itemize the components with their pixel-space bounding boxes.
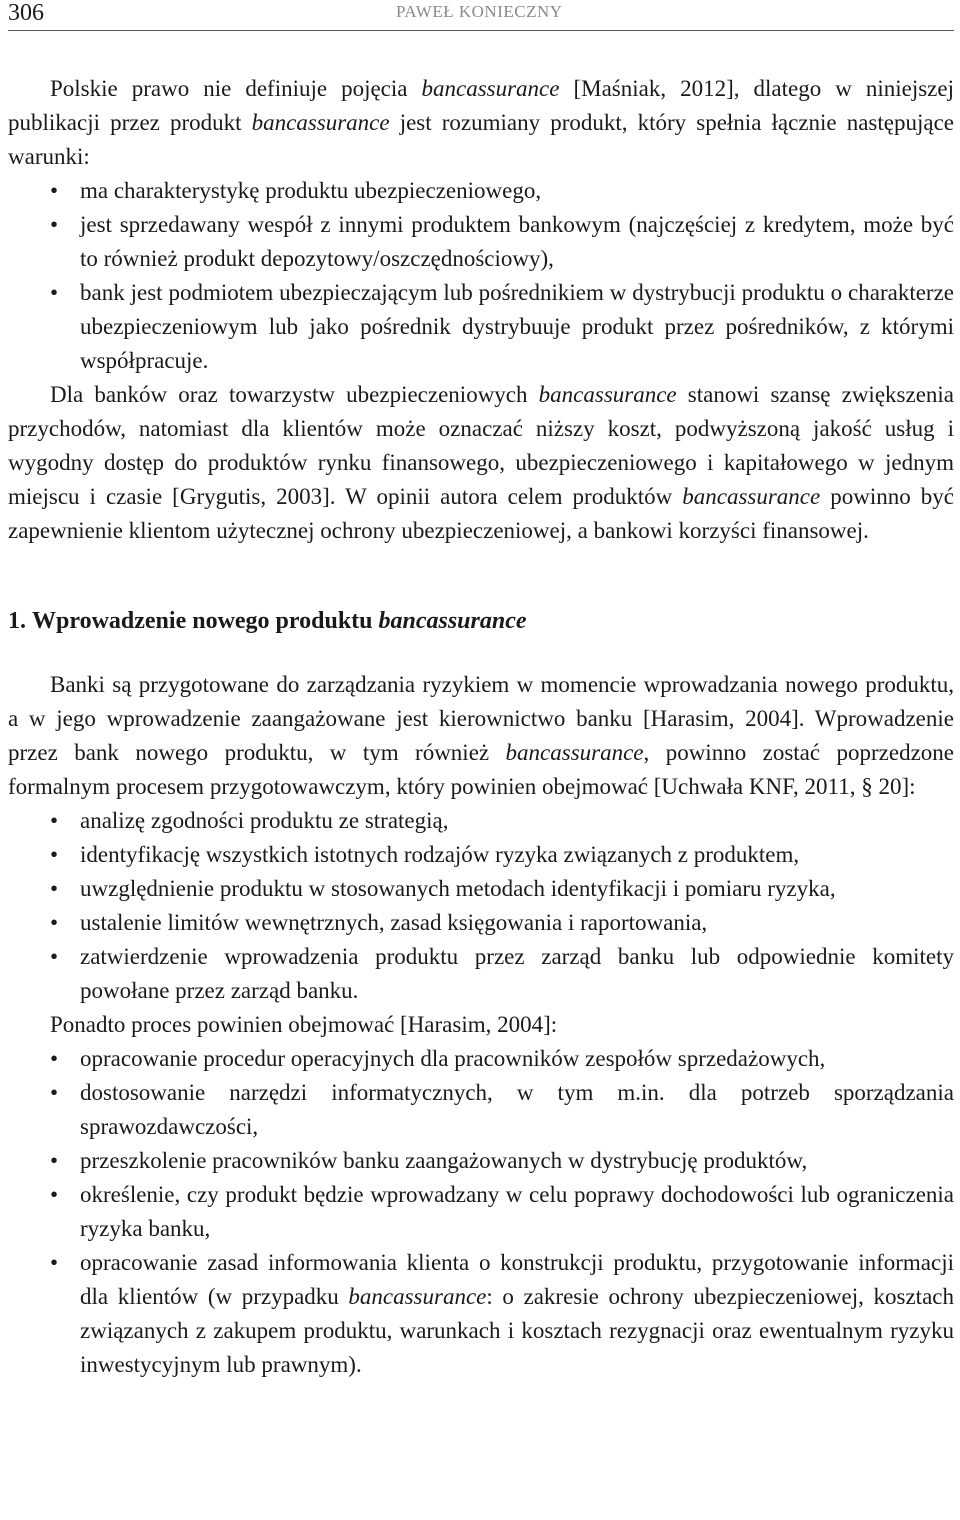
- term-italic: bancassurance: [421, 76, 560, 101]
- page-header: [8, 0, 954, 30]
- list-item-text: ma charakterystykę produktu ubezpieczeniowego,: [80, 178, 542, 203]
- list-item: [8, 1144, 954, 1178]
- bullet-icon: •: [50, 178, 59, 203]
- bullet-icon: •: [50, 910, 59, 935]
- list-item-text: bank jest podmiotem ubezpieczającym lub pośrednikiem w dystrybucji produktu o charakterze ubezpieczeniowym lub jako pośrednik dystrybuuje produkt przez pośredników, z którymi współpracuje.: [80, 280, 954, 373]
- text-run: [Maśniak, 2012], dlatego w niniejszej publikacji przez produkt: [8, 76, 954, 135]
- bullet-icon: •: [50, 808, 59, 833]
- additional-paragraph: [8, 1008, 954, 1042]
- list-item-text: zatwierdzenie wprowadzenia produktu przez zarząd banku lub odpowiednie komitety powołane przez zarząd banku.: [80, 944, 954, 1003]
- list-item: [8, 276, 954, 378]
- list-item: [8, 838, 954, 872]
- term-italic: bancassurance: [505, 740, 644, 765]
- bullet-icon: •: [50, 876, 59, 901]
- list-item-text: opracowanie procedur operacyjnych dla pracowników zespołów sprzedażowych,: [80, 1046, 826, 1071]
- list-item: [8, 1246, 954, 1382]
- list-item-text: jest sprzedawany wespół z innymi produktem bankowym (najczęściej z kredytem, może być to również produkt depozytowy/oszczędnościowy),: [80, 212, 954, 271]
- section-title-text: Wprowadzenie nowego produktu: [32, 608, 379, 634]
- term-italic: bancassurance: [378, 608, 527, 634]
- list-item: [8, 208, 954, 276]
- list-item: [8, 906, 954, 940]
- conditions-list: [8, 174, 954, 378]
- list-item: [8, 174, 954, 208]
- text-run: opracowanie zasad informowania klienta o konstrukcji produktu, przygotowanie informacji dla klientów (w przypadku: [80, 1250, 954, 1309]
- text-run: powinno być zapewnienie klientom użytecznej ochrony ubezpieczeniowej, a bankowi korzyści finansowej.: [8, 484, 954, 543]
- text-run: Banki są przygotowane do zarządzania ryzykiem w momencie wprowadzania nowego produktu, a w jego wprowadzenie zaangażowane jest kierownictwo banku [Harasim, 2004]. Wprowadzenie przez bank nowego produktu, w tym również: [8, 672, 954, 765]
- list-item: [8, 940, 954, 1008]
- text-run: Polskie prawo nie definiuje pojęcia: [50, 76, 422, 101]
- additional-list: [8, 1042, 954, 1382]
- bullet-icon: •: [50, 1080, 59, 1105]
- text-run: jest rozumiany produkt, który spełnia łącznie następujące warunki:: [8, 110, 955, 169]
- text-run: Ponadto proces powinien obejmować [Harasim, 2004]:: [50, 1012, 558, 1037]
- list-item: [8, 1178, 954, 1246]
- list-item: [8, 804, 954, 838]
- term-italic: bancassurance: [538, 382, 677, 407]
- term-italic: bancassurance: [251, 110, 390, 135]
- list-item-text: dostosowanie narzędzi informatycznych, w tym m.in. dla potrzeb sporządzania sprawozdawczości,: [80, 1080, 954, 1139]
- bullet-icon: •: [50, 842, 59, 867]
- term-italic: bancassurance: [348, 1284, 487, 1309]
- list-item-text: przeszkolenie pracowników banku zaangażowanych w dystrybucję produktów,: [80, 1148, 808, 1173]
- running-head-author: PAWEŁ KONIECZNY: [396, 2, 563, 21]
- list-item-text: uwzględnienie produktu w stosowanych metodach identyfikacji i pomiaru ryzyka,: [80, 876, 836, 901]
- text-run: : o zakresie ochrony ubezpieczeniowej, kosztach związanych z zakupem produktu, warunkach i kosztach rezygnacji oraz ewentualnym ryzyku inwestycyjnym lub prawnym).: [80, 1284, 954, 1377]
- text-run: , powinno zostać poprzedzone formalnym procesem przygotowawczym, który powinien obejmować [Uchwała KNF, 2011, § 20]:: [8, 740, 954, 799]
- benefits-paragraph: [8, 378, 954, 548]
- section-heading: [8, 604, 954, 638]
- bullet-icon: •: [50, 1148, 59, 1173]
- intro-paragraph: [8, 72, 954, 174]
- header-rule: [8, 30, 954, 31]
- list-item-text: analizę zgodności produktu ze strategią,: [80, 808, 449, 833]
- bullet-icon: •: [50, 280, 59, 305]
- page-body: [8, 72, 954, 1382]
- list-item-text: identyfikację wszystkich istotnych rodzajów ryzyka związanych z produktem,: [80, 842, 800, 867]
- bullet-icon: •: [50, 1046, 59, 1071]
- list-item-text: określenie, czy produkt będzie wprowadzany w celu poprawy dochodowości lub ograniczenia ryzyka banku,: [80, 1182, 954, 1241]
- process-list: [8, 804, 954, 1008]
- bullet-icon: •: [50, 212, 59, 237]
- text-run: stanowi szansę zwiększenia przychodów, natomiast dla klientów może oznaczać niższy koszt, podwyższoną jakość usług i wygodny dostęp do produktów rynku finansowego, ubezpieczeniowego i kapitałowego w jednym miejscu i czasie [Grygutis, 2003]. W opinii autora celem produktów: [8, 382, 954, 509]
- text-run: Dla banków oraz towarzystw ubezpieczeniowych: [50, 382, 539, 407]
- list-item: [8, 1076, 954, 1144]
- page-number: 306: [8, 0, 44, 26]
- bullet-icon: •: [50, 1250, 59, 1275]
- list-item-text: ustalenie limitów wewnętrznych, zasad księgowania i raportowania,: [80, 910, 708, 935]
- list-item: [8, 872, 954, 906]
- bullet-icon: •: [50, 1182, 59, 1207]
- bullet-icon: •: [50, 944, 59, 969]
- section-number: 1.: [8, 608, 26, 634]
- section-paragraph: [8, 668, 954, 804]
- list-item: [8, 1042, 954, 1076]
- term-italic: bancassurance: [682, 484, 821, 509]
